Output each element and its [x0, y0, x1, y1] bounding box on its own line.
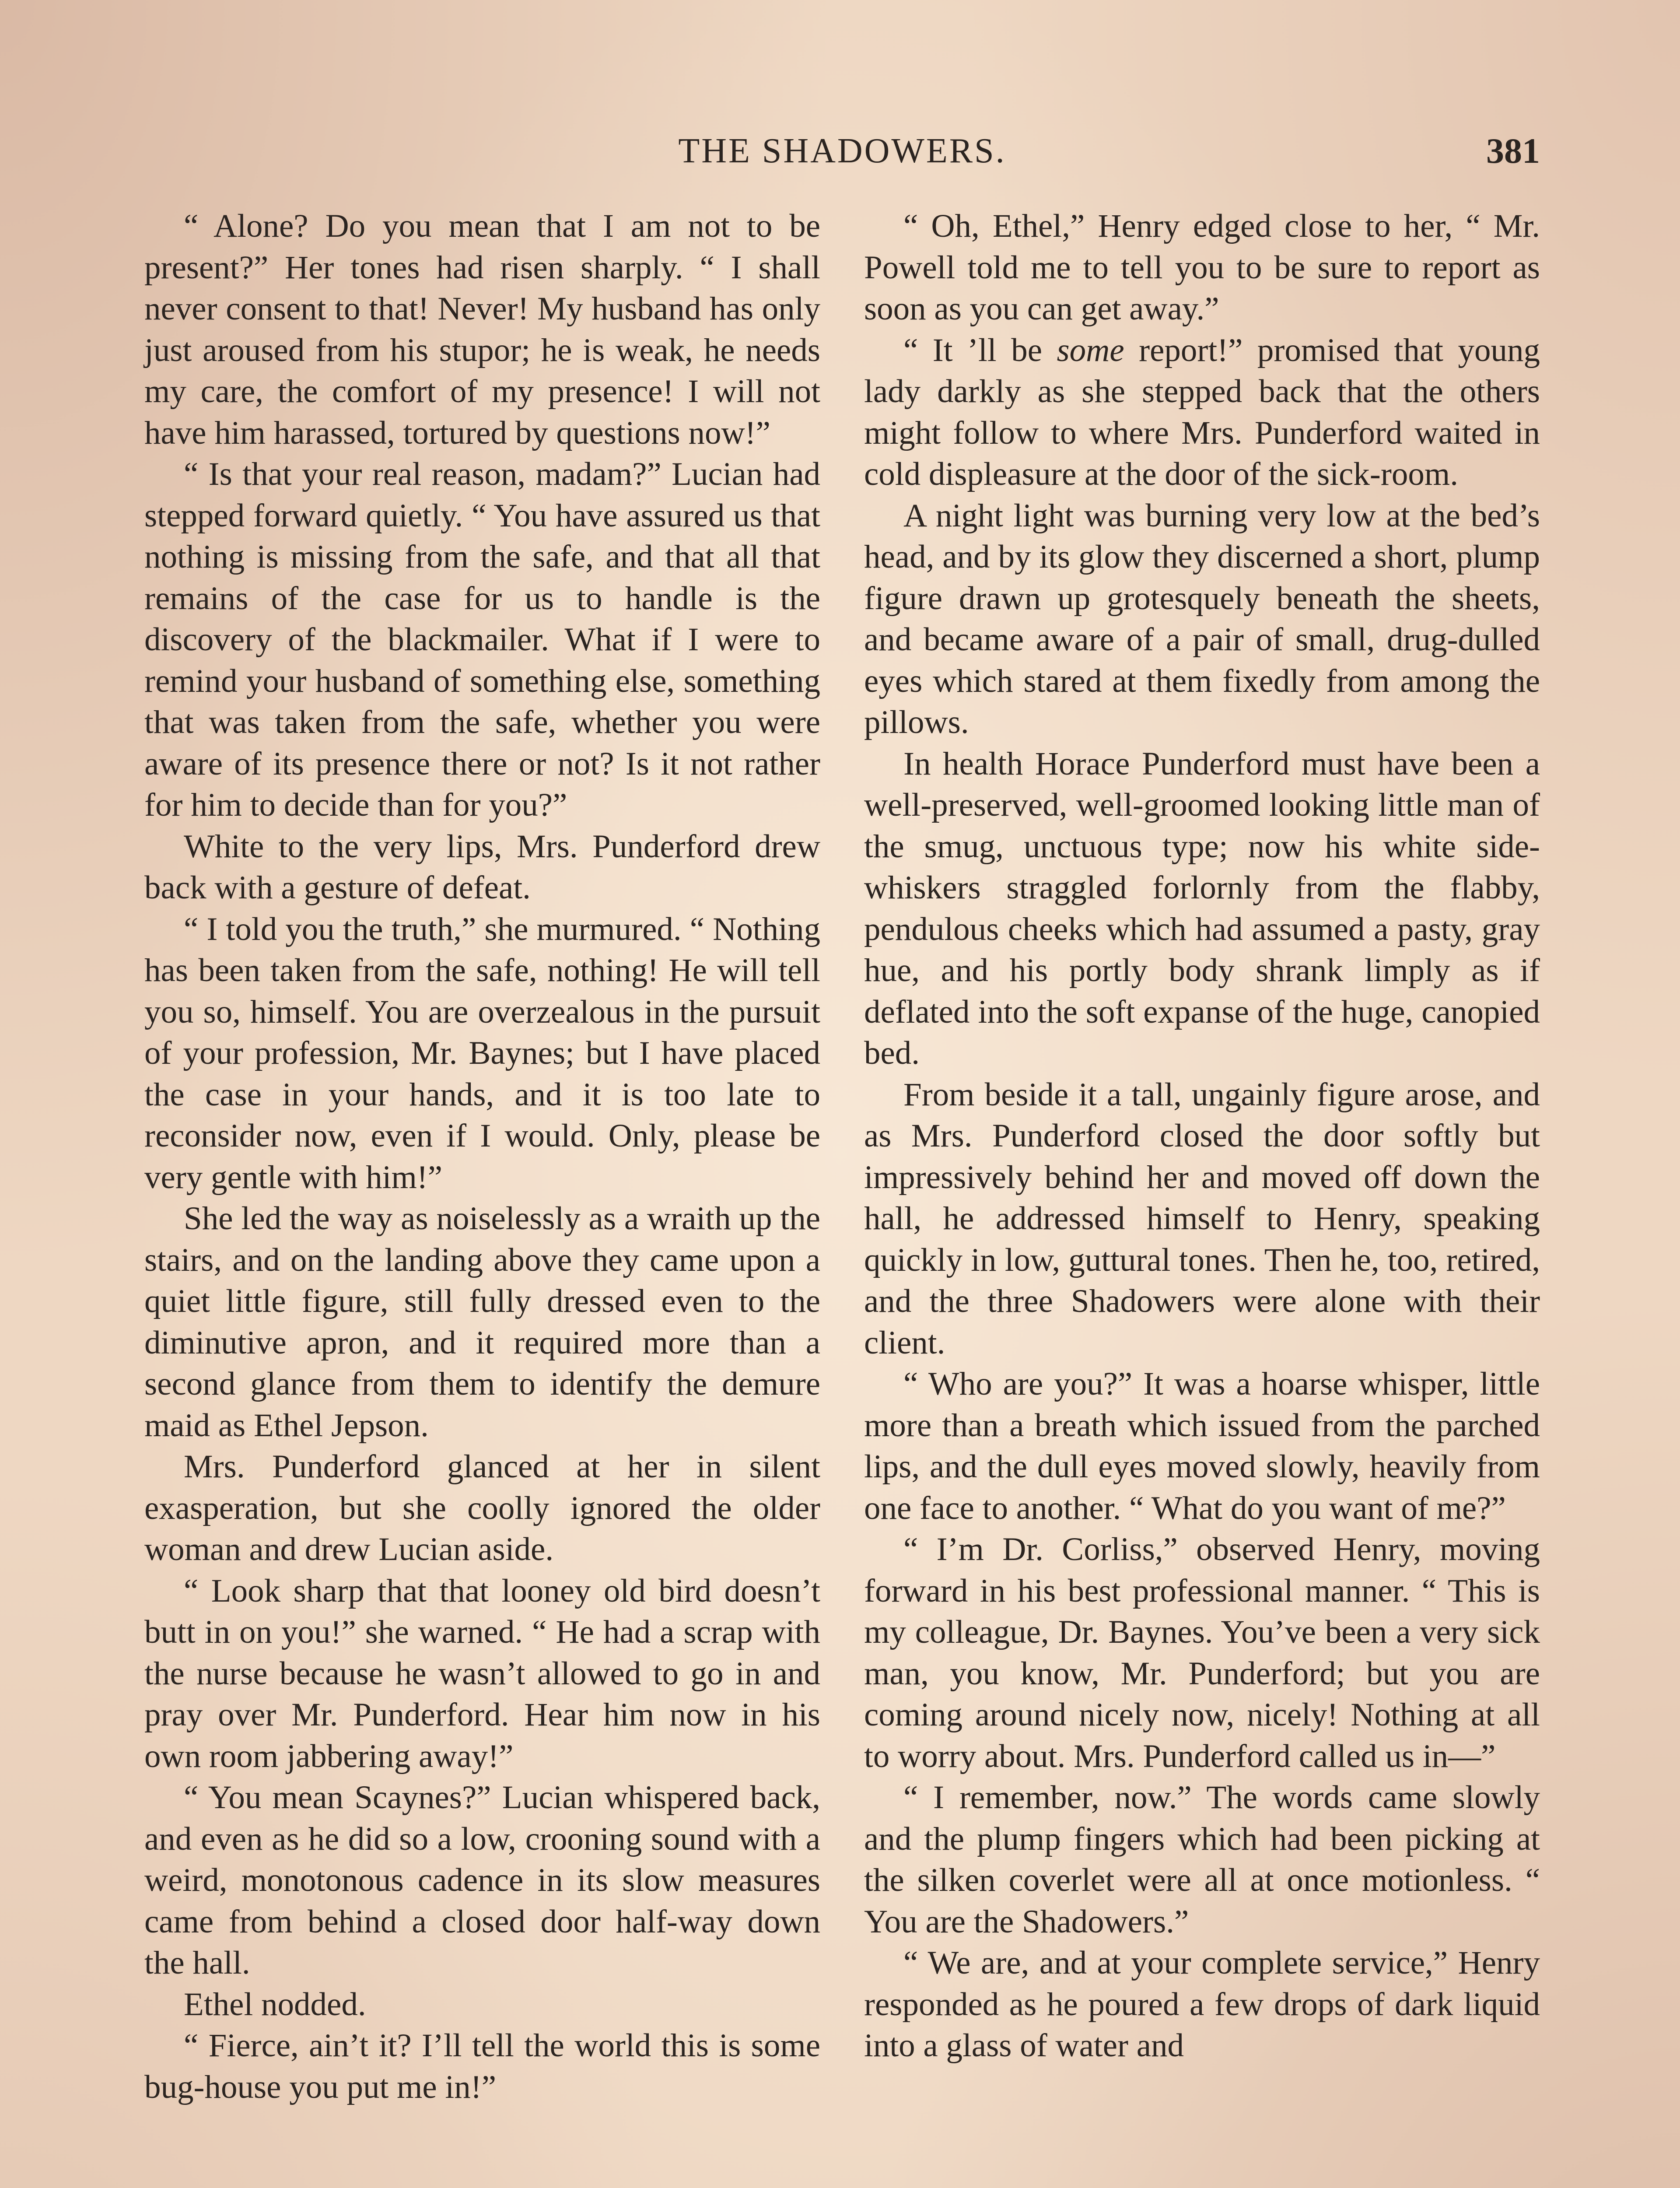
paragraph: “ You mean Scaynes?” Lucian whispered back, and even as he did so a low, crooning sound with a weird, monotonous cadence in its slow measures came from behind a closed door half-way down the hall.: [144, 1779, 820, 1981]
paragraph: “ I remember, now.” The words came slowly and the plump fingers which had been picking at the silken coverlet were all at once motionless. “ You are the Shadowers.”: [864, 1779, 1540, 1940]
text-run: report!” promised that young lady darkly as she stepped back that the others might follow to where Mrs. Punderford waited in cold displeasure at the door of the sick-room.: [864, 332, 1540, 492]
italic-word: some: [1057, 332, 1124, 368]
paragraph: “ I told you the truth,” she murmured. “ Nothing has been taken from the safe, nothing! He will tell you so, himself. You are overzealous in the pursuit of your profession, Mr. Baynes; but I have placed the case in your hands, and it is too late to reconsider now, even if I would. Only, please be very gentle with him!”: [144, 911, 820, 1196]
paragraph: In health Horace Punderford must have been a well-preserved, well-groomed looking little man of the smug, unctuous type; now his white side-whiskers straggled forlornly from the flabby, pendulous cheeks which had assumed a pasty, gray hue, and his portly body shrank limply as if deflated into the soft expanse of the huge, canopied bed.: [864, 745, 1540, 1071]
paragraph: “ Oh, Ethel,” Henry edged close to her, “ Mr. Powell told me to tell you to be sure to report as soon as you can get away.”: [864, 208, 1540, 327]
page-header: [144, 127, 1540, 175]
paragraph: “ Who are you?” It was a hoarse whisper, little more than a breath which issued from the parched lips, and the dull eyes moved slowly, heavily from one face to another. “ What do you want of me?”: [864, 1366, 1540, 1526]
paragraph: “ Alone? Do you mean that I am not to be present?” Her tones had risen sharply. “ I shall never consent to that! Never! My husband has only just aroused from his stupor; he is weak, he needs my care, the comfort of my presence! I will not have him harassed, tortured by questions now!”: [144, 208, 820, 451]
paragraph: “ Look sharp that that looney old bird doesn’t butt in on you!” she warned. “ He had a scrap with the nurse because he wasn’t allowed to go in and pray over Mr. Punderford. Hear him now in his own room jabbering away!”: [144, 1572, 820, 1774]
paragraph: She led the way as noiselessly as a wraith up the stairs, and on the landing above they came upon a quiet little figure, still fully dressed even to the diminutive apron, and it required more than a second glance from them to identify the demure maid as Ethel Jepson.: [144, 1200, 820, 1444]
right-column: [864, 206, 1540, 2067]
paragraph: Mrs. Punderford glanced at her in silent exasperation, but she coolly ignored the older woman and drew Lucian aside.: [144, 1448, 820, 1567]
paragraph: “ I’m Dr. Corliss,” observed Henry, moving forward in his best professional manner. “ This is my colleague, Dr. Baynes. You’ve been a very sick man, you know, Mr. Punderford; but you are coming around nicely now, nicely! Nothing at all to worry about. Mrs. Punderford called us in—”: [864, 1531, 1540, 1774]
paragraph: [864, 330, 1540, 495]
text-run: “ It ’ll be: [903, 332, 1057, 368]
paragraph: “ Fierce, ain’t it? I’ll tell the world this is some bug-house you put me in!”: [144, 2027, 820, 2105]
running-head: THE SHADOWERS.: [678, 132, 1006, 170]
left-column: [144, 206, 820, 2108]
paragraph: Ethel nodded.: [184, 1986, 366, 2023]
page-number: 381: [1486, 131, 1540, 171]
paragraph: A night light was burning very low at the bed’s head, and by its glow they discerned a short, plump figure drawn up grotesquely beneath the sheets, and became aware of a pair of small, drug-dulled eyes which stared at them fixedly from among the pillows.: [864, 497, 1540, 740]
paragraph: “ Is that your real reason, madam?” Lucian had stepped forward quietly. “ You have assured us that nothing is missing from the safe, and that all that remains of the case for us to handle is the discovery of the blackmailer. What if I were to remind your husband of something else, something that was taken from the safe, whether you were aware of its presence there or not? Is it not rather for him to decide than for you?”: [144, 456, 820, 823]
paragraph: “ We are, and at your complete service,” Henry responded as he poured a few drops of dark liquid into a glass of water and: [864, 1945, 1540, 2064]
paragraph: White to the very lips, Mrs. Punderford drew back with a gesture of defeat.: [144, 828, 820, 906]
paragraph: From beside it a tall, ungainly figure arose, and as Mrs. Punderford closed the door softly but impressively behind her and moved off down the hall, he addressed himself to Henry, speaking quickly in low, guttural tones. Then he, too, retired, and the three Shadowers were alone with their client.: [864, 1076, 1540, 1361]
